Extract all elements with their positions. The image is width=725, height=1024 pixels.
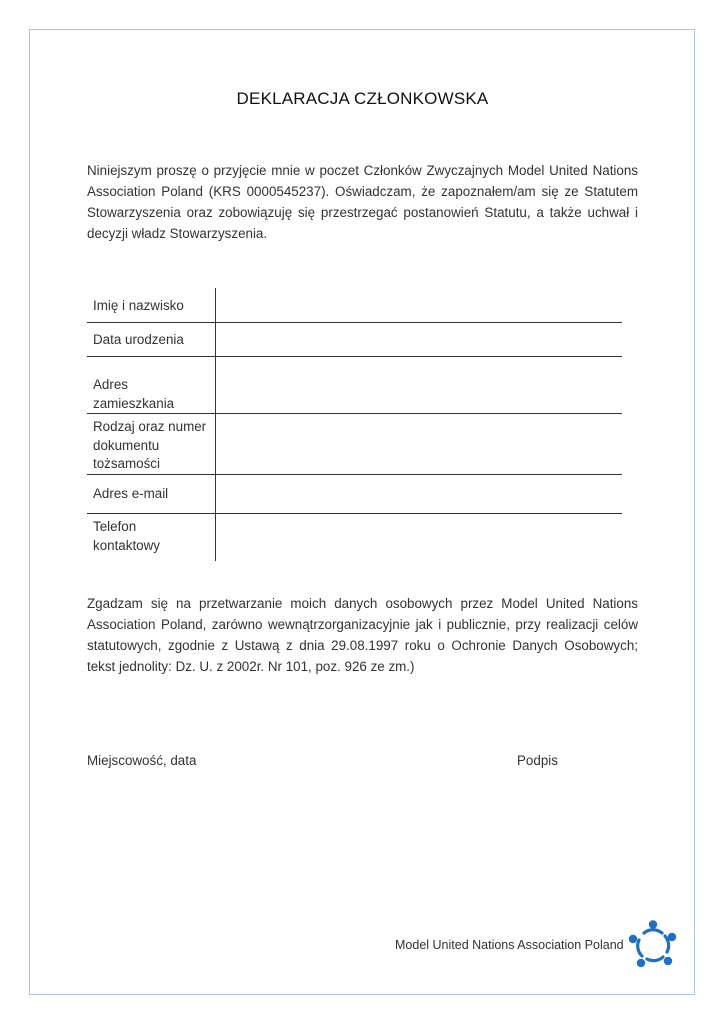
consent-paragraph: Zgadzam się na przetwarzanie moich danych osobowych przez Model United Nations Association Poland, zarówno wewnątrzorganizacyjnie jak i publicznie, przy realizacji celów statutowych, zgodnie z Ustawą z dnia 29.08.1997 roku o Ochronie Danych Osobowych; tekst jednolity: Dz. U. z 2002r. Nr 101, poz. 926 ze zm.) bbox=[87, 596, 638, 674]
form-input-id-document[interactable] bbox=[216, 414, 622, 474]
form-input-address[interactable] bbox=[216, 357, 622, 413]
form-row-id-document bbox=[87, 414, 622, 474]
form-input-email[interactable] bbox=[216, 475, 622, 513]
form-row-address bbox=[87, 357, 622, 413]
form-label-address: Adres zamieszkania bbox=[93, 377, 175, 411]
document-title: DEKLARACJA CZŁONKOWSKA bbox=[236, 89, 489, 108]
form-row-name bbox=[87, 288, 622, 322]
form-row-email bbox=[87, 475, 622, 513]
form-label-birthdate: Data urodzenia bbox=[93, 332, 184, 347]
form-input-name[interactable] bbox=[216, 288, 622, 322]
form-label-name: Imię i nazwisko bbox=[93, 298, 184, 313]
signature-label: Podpis bbox=[517, 753, 558, 768]
form-label-phone: Telefon kontaktowy bbox=[93, 519, 160, 553]
place-date-label: Miejscowość, data bbox=[87, 753, 197, 768]
form-label-email: Adres e-mail bbox=[93, 486, 169, 501]
form-input-birthdate[interactable] bbox=[216, 323, 622, 356]
footer-organization: Model United Nations Association Poland bbox=[395, 938, 624, 952]
form-row-birthdate bbox=[87, 323, 622, 356]
form-input-phone[interactable] bbox=[216, 514, 622, 561]
munap-logo-icon bbox=[627, 919, 679, 971]
membership-form-table bbox=[87, 288, 622, 561]
intro-paragraph: Niniejszym proszę o przyjęcie mnie w poczet Członków Zwyczajnych Model United Nations Association Poland (KRS 0000545237). Oświadczam, że zapoznałem/am się ze Statutem Stowarzyszenia oraz zobowiązuję się przestrzegać postanowień Statutu, a także uchwał i decyzji władz Stowarzyszenia. bbox=[87, 163, 638, 241]
form-label-id-document: Rodzaj oraz numer dokumentu tożsamości bbox=[93, 419, 207, 471]
form-row-phone bbox=[87, 514, 622, 561]
